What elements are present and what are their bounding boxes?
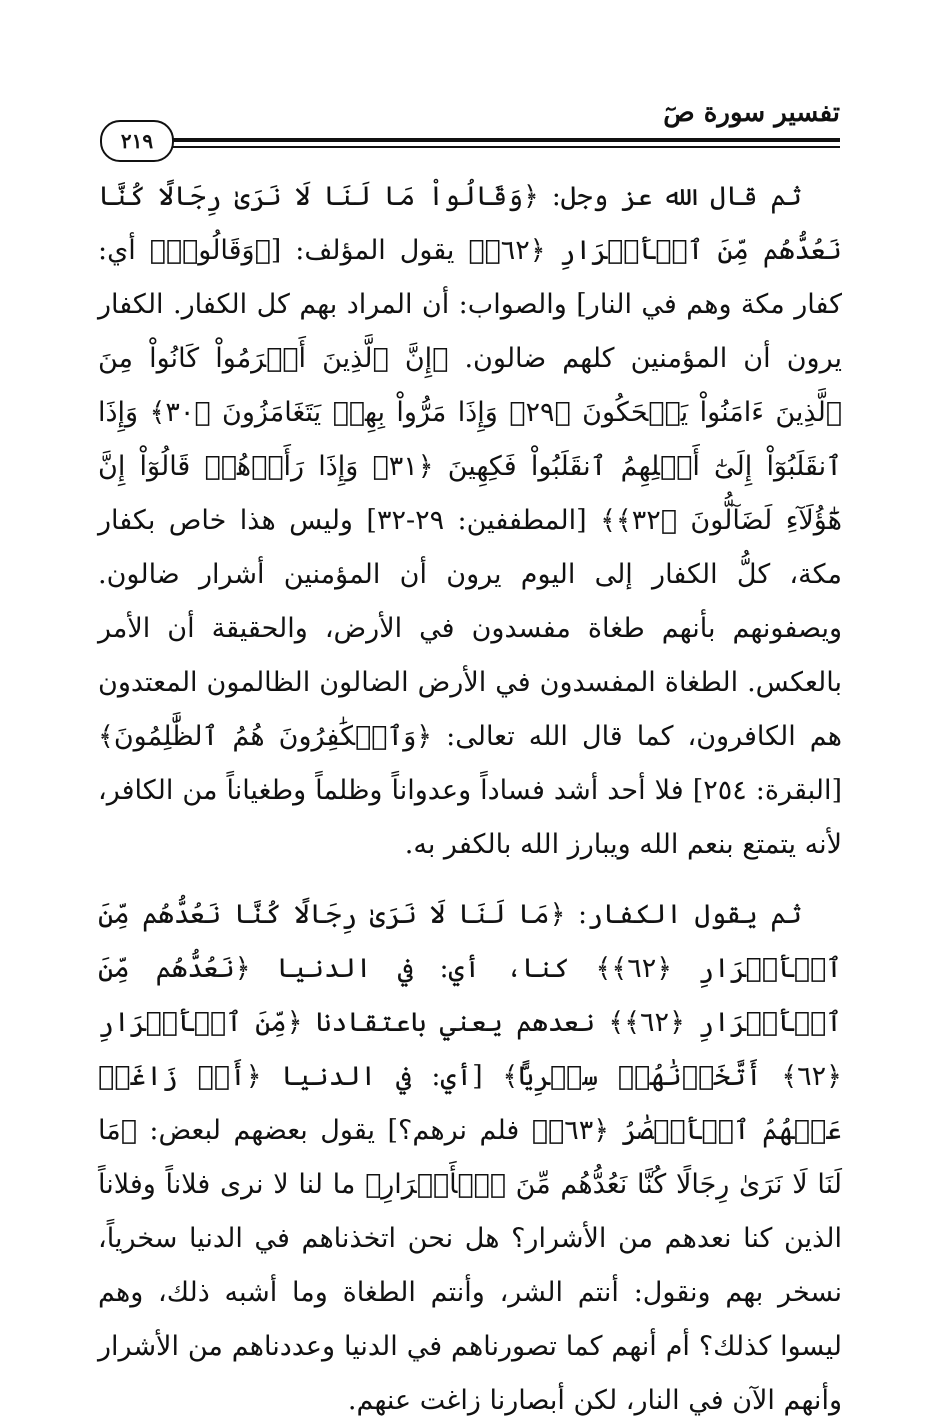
header-rule — [160, 138, 840, 142]
page-header — [100, 98, 840, 162]
paragraph-commentary-verse-62: ثم قال الله عز وجل: ﴿وَقَالُواْ مَا لَنَا لَا نَرَىٰ رِجَالًا كُنَّا نَعُدُّهُم مِّنَ ٱلۡأَشۡرَارِ ﴿٦٢﴾﴾ يقول المؤلف: [﴿وَقَالُوا۟﴾ أي: كفار مكة وهم في النار] والصواب: أن المراد بهم كل الكفار. الكفار يرون أن المؤمنين كلهم ضالون. ﴿إِنَّ ٱلَّذِينَ أَجۡرَمُواْ كَانُواْ مِنَ ٱلَّذِينَ ءَامَنُواْ يَضۡحَكُونَ ﴿٢٩﴾ وَإِذَا مَرُّواْ بِهِمۡ يَتَغَامَزُونَ ﴿٣٠﴾ وَإِذَا ٱنقَلَبُوٓاْ إِلَىٰٓ أَهۡلِهِمُ ٱنقَلَبُواْ فَكِهِينَ ﴿٣١﴾ وَإِذَا رَأَوۡهُمۡ قَالُوٓاْ إِنَّ هَٰٓؤُلَآءِ لَضَآلُّونَ ﴿٣٢﴾﴾ [المطففين: ٢٩-٣٢] وليس هذا خاص بكفار مكة، كلُّ الكفار إلى اليوم يرون أن المؤمنين أشرار ضالون. ويصفونهم بأنهم طغاة مفسدون في الأرض، والحقيقة أن الأمر بالعكس. الطغاة المفسدون في الأرض الضالون الظالمون المعتدون هم الكافرون، كما قال الله تعالى: ﴿وَٱلۡكَٰفِرُونَ هُمُ ٱلظَّٰلِمُونَ﴾ [البقرة: ٢٥٤] فلا أحد أشد فساداً وعدواناً وظلماً وطغياناً من الكافر، لأنه يتمتع بنعم الله ويبارز الله بالكفر به. — [98, 181, 843, 860]
paragraph-disbelievers-speech: ثم يقول الكفار: ﴿مَا لَنَا لَا نَرَىٰ رِجَالًا كُنَّا نَعُدُّهُم مِّنَ ٱلۡأَشۡرَارِ ﴿٦٢﴾﴾ كنا، أي: في الدنيا ﴿نَعُدُّهُم مِّنَ ٱلۡأَشۡرَارِ ﴿٦٢﴾﴾ نعدهم يعني باعتقادنا ﴿مِّنَ ٱلۡأَشۡرَارِ ﴿٦٢﴾ أَتَّخَذۡنَٰهُمۡ سِخۡرِيًّا﴾ [أي: في الدنيا ﴿أَمۡ زَاغَتۡ عَنۡهُمُ ٱلۡأَبۡصَٰرُ ﴿٦٣﴾﴾ فلم نرهم؟] يقول بعضهم لبعض: ﴿مَا لَنَا لَا نَرَىٰ رِجَالًا كُنَّا نَعُدُّهُم مِّنَ ٱلۡأَشۡرَارِ﴾ ما لنا لا نرى فلاناً وفلاناً الذين كنا نعدهم من الأشرار؟ هل نحن اتخذناهم في الدنيا سخرياً، نسخر بهم ونقول: أنتم الشر، وأنتم الطغاة وما أشبه ذلك، وهم ليسوا كذلك؟ أم أنهم كما تصورناهم في الدنيا وعددناهم من الأشرار وأنهم الآن في النار، لكن أبصارنا زاغت عنهم. — [98, 899, 842, 1416]
body-text — [98, 170, 842, 1428]
header-rule-thin — [160, 146, 840, 148]
page-number: ٢١٩ — [100, 120, 174, 162]
running-title: تفسير سورة صٓ — [663, 98, 840, 128]
